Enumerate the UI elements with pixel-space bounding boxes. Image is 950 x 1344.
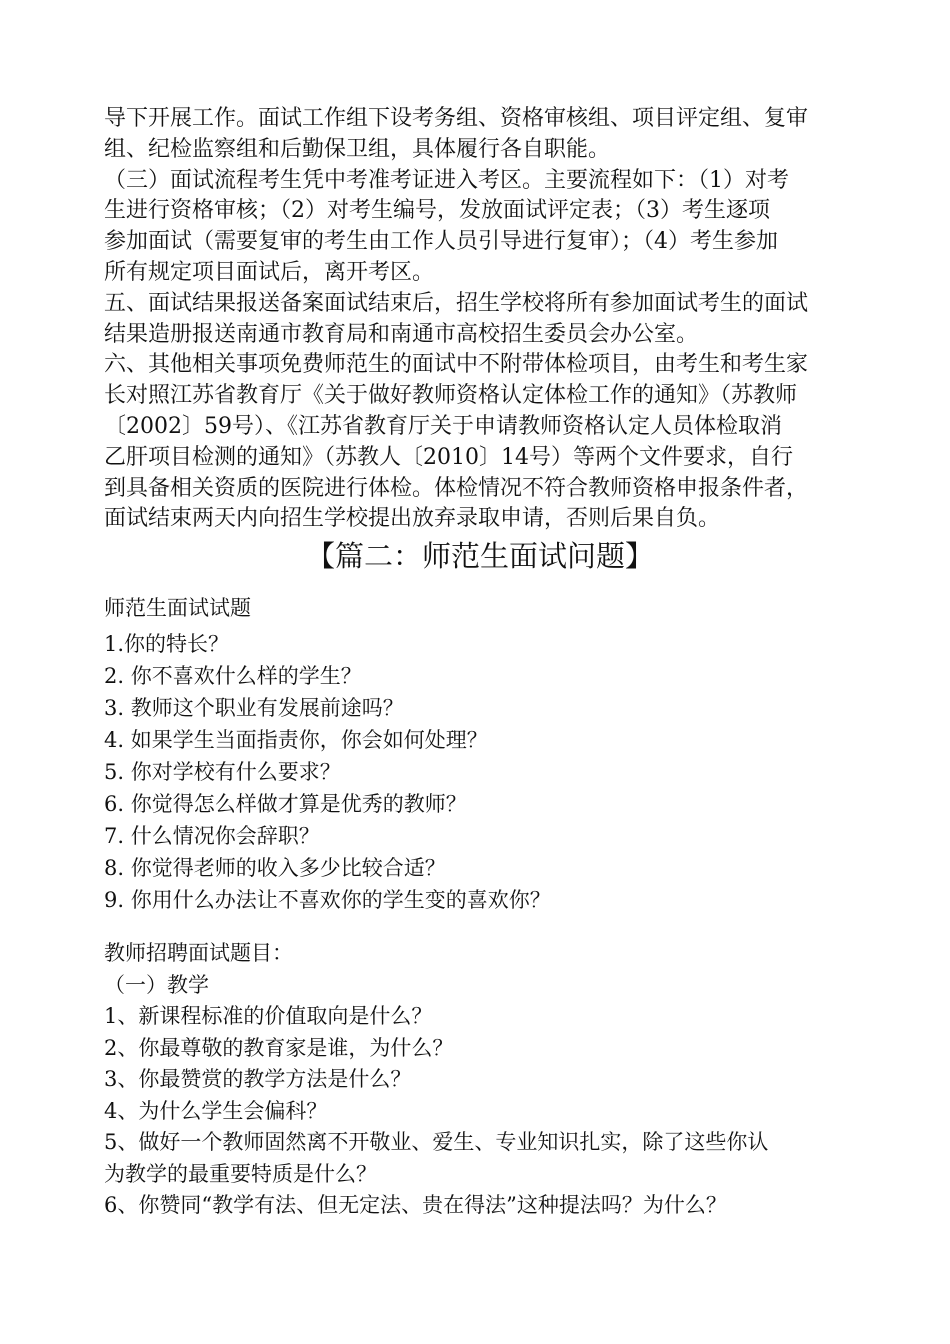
section-title: 【篇二：师范生面试问题】 xyxy=(305,539,654,573)
list-item: 为教学的最重要特质是什么？ xyxy=(104,1161,377,1186)
part-heading: 教师招聘面试题目： xyxy=(104,941,293,965)
list-item: 6、你赞同“教学有法、但无定法、贵在得法”这种提法吗？为什么？ xyxy=(104,1193,727,1217)
text-line: 面试结束两天内向招生学校提出放弃录取申请，否则后果自负。 xyxy=(104,506,721,532)
list-item: 8. 你觉得老师的收入多少比较合适？ xyxy=(104,856,446,880)
text-line: 〔2002〕59号）、《江苏省教育厅关于申请教师资格认定人员体检取消 xyxy=(104,413,782,439)
list-item: 9. 你用什么办法让不喜欢你的学生变的喜欢你？ xyxy=(104,888,551,912)
text-line: 长对照江苏省教育厅《关于做好教师资格认定体检工作的通知》（苏教师 xyxy=(104,383,798,409)
text-line: 六、其他相关事项免费师范生的面试中不附带体检项目，由考生和考生家 xyxy=(104,352,809,378)
student-interview-questions xyxy=(104,592,551,916)
text-line: 到具备相关资质的医院进行体检。体检情况不符合教师资格申报条件者， xyxy=(104,475,809,501)
list-item: 3. 教师这个职业有发展前途吗？ xyxy=(104,696,404,720)
text-line: （三）面试流程考生凭中考准考证进入考区。主要流程如下：（1）对考 xyxy=(104,167,789,193)
text-line: 生进行资格审核；（2）对考生编号，发放面试评定表；（3）考生逐项 xyxy=(104,198,770,224)
intro-text xyxy=(104,104,808,535)
list-item: 2. 你不喜欢什么样的学生？ xyxy=(104,664,362,688)
list-item: 6. 你觉得怎么样做才算是优秀的教师？ xyxy=(104,792,467,816)
list-item: 3、你最赞赏的教学方法是什么？ xyxy=(104,1067,412,1091)
list-item: 5、做好一个教师固然离不开敬业、爱生、专业知识扎实，除了这些你认 xyxy=(104,1130,769,1154)
teacher-recruitment-questions xyxy=(104,938,768,1222)
list-item: 1.你的特长？ xyxy=(104,632,230,656)
text-line: 结果造册报送南通市教育局和南通市高校招生委员会办公室。 xyxy=(104,321,699,347)
list-item: 1、新课程标准的价值取向是什么？ xyxy=(104,1004,433,1028)
text-line: 组、纪检监察组和后勤保卫组，具体履行各自职能。 xyxy=(104,136,611,162)
part-subheading: （一）教学 xyxy=(104,972,209,997)
part-heading: 师范生面试试题 xyxy=(104,596,251,620)
text-line: 乙肝项目检测的通知》（苏教人〔2010〕14号）等两个文件要求，自行 xyxy=(104,444,793,470)
text-line: 参加面试（需要复审的考生由工作人员引导进行复审）；（4）考生参加 xyxy=(104,229,778,255)
list-item: 5. 你对学校有什么要求？ xyxy=(104,760,341,784)
text-line: 所有规定项目面试后，离开考区。 xyxy=(104,259,435,285)
text-line: 导下开展工作。面试工作组下设考务组、资格审核组、项目评定组、复审 xyxy=(104,106,809,131)
list-item: 4、为什么学生会偏科？ xyxy=(104,1098,328,1123)
text-line: 五、面试结果报送备案面试结束后，招生学校将所有参加面试考生的面试 xyxy=(104,290,809,316)
list-item: 7. 什么情况你会辞职？ xyxy=(104,824,320,848)
list-item: 4. 如果学生当面指责你，你会如何处理？ xyxy=(104,728,488,752)
list-item: 2、你最尊敬的教育家是谁，为什么？ xyxy=(104,1035,454,1060)
